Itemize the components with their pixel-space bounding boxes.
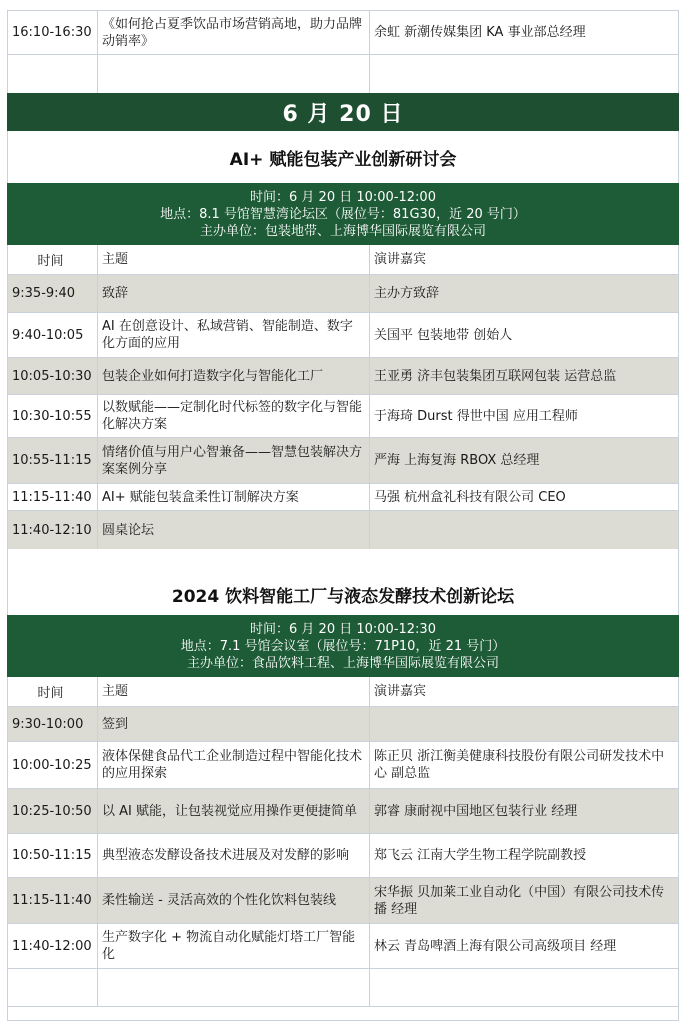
speaker-cell bbox=[370, 969, 678, 1006]
table-row bbox=[7, 395, 679, 438]
time-cell: 10:50-11:15 bbox=[8, 834, 98, 877]
header-topic: 主题 bbox=[98, 677, 370, 706]
time-cell: 9:35-9:40 bbox=[8, 275, 98, 312]
speaker-cell: 郭睿 康耐视中国地区包装行业 经理 bbox=[374, 803, 578, 819]
topic-cell: 《如何抢占夏季饮品市场营销高地，助力品牌动销率》 bbox=[98, 11, 370, 54]
time-cell bbox=[8, 55, 98, 93]
time-cell bbox=[8, 969, 98, 1006]
time-cell: 10:55-11:15 bbox=[8, 438, 98, 483]
speaker-cell: 马强 杭州盒礼科技有限公司 CEO bbox=[374, 489, 566, 505]
session2-title: 2024 饮料智能工厂与液态发酵技术创新论坛 bbox=[7, 573, 679, 615]
time-cell: 9:40-10:05 bbox=[8, 313, 98, 357]
spacer bbox=[7, 549, 679, 573]
table-row bbox=[7, 10, 679, 55]
table-row bbox=[7, 511, 679, 549]
topic-cell: 以数赋能——定制化时代标签的数字化与智能化解决方案 bbox=[98, 395, 370, 437]
table-row bbox=[7, 358, 679, 395]
topic-cell: 情绪价值与用户心智兼备——智慧包装解决方案案例分享 bbox=[98, 438, 370, 483]
session2-info bbox=[7, 615, 679, 677]
session1-info bbox=[7, 183, 679, 245]
header-time: 时间 bbox=[8, 677, 98, 706]
topic-cell: 生产数字化 + 物流自动化赋能灯塔工厂智能化 bbox=[98, 924, 370, 968]
time-cell: 16:10-16:30 bbox=[8, 11, 98, 54]
time-cell: 10:05-10:30 bbox=[8, 358, 98, 394]
header-topic: 主题 bbox=[98, 245, 370, 274]
table-row bbox=[7, 878, 679, 924]
speaker-cell: 余虹 新潮传媒集团 KA 事业部总经理 bbox=[374, 25, 586, 40]
header-time: 时间 bbox=[8, 245, 98, 274]
time-cell: 10:00-10:25 bbox=[8, 742, 98, 788]
topic-cell: 致辞 bbox=[98, 275, 370, 312]
speaker-cell: 于海琦 Durst 得世中国 应用工程师 bbox=[374, 408, 578, 424]
table-row bbox=[7, 789, 679, 834]
topic-cell: AI+ 赋能包装盒柔性订制解决方案 bbox=[98, 484, 370, 510]
table-row bbox=[7, 438, 679, 484]
speaker-cell bbox=[370, 55, 678, 93]
topic-cell: 包装企业如何打造数字化与智能化工厂 bbox=[98, 358, 370, 394]
session2-info-venue: 地点：7.1 号馆会议室（展位号：71P10，近 21 号门） bbox=[180, 638, 506, 654]
time-cell: 11:40-12:00 bbox=[8, 924, 98, 968]
session1-info-organizer: 主办单位：包装地带、上海博华国际展览有限公司 bbox=[199, 223, 486, 239]
time-cell: 9:30-10:00 bbox=[8, 707, 98, 741]
table-row bbox=[7, 313, 679, 358]
topic-cell bbox=[98, 969, 370, 1006]
speaker-cell: 严海 上海复海 RBOX 总经理 bbox=[374, 453, 540, 468]
session1-table-header bbox=[7, 245, 679, 275]
time-cell: 11:40-12:10 bbox=[8, 511, 98, 549]
table-row bbox=[7, 707, 679, 742]
time-cell: 11:15-11:40 bbox=[8, 878, 98, 923]
topic-cell: 典型液态发酵设备技术进展及对发酵的影响 bbox=[98, 834, 370, 877]
topic-cell bbox=[98, 55, 370, 93]
header-speaker: 演讲嘉宾 bbox=[374, 684, 427, 699]
table-row bbox=[7, 834, 679, 878]
speaker-cell: 郑飞云 江南大学生物工程学院副教授 bbox=[374, 848, 587, 863]
speaker-cell: 关国平 包装地带 创始人 bbox=[374, 327, 513, 343]
session2-info-time: 时间：6 月 20 日 10:00-12:30 bbox=[250, 621, 436, 637]
topic-cell: 签到 bbox=[98, 707, 370, 741]
speaker-cell: 王亚勇 济丰包装集团互联网包装 运营总监 bbox=[374, 368, 617, 384]
speaker-cell bbox=[370, 707, 678, 741]
table-row bbox=[7, 484, 679, 511]
speaker-cell: 主办方致辞 bbox=[374, 286, 440, 301]
speaker-cell: 陈正贝 浙江衡美健康科技股份有限公司研发技术中心 副总监 bbox=[374, 749, 665, 781]
speaker-cell bbox=[370, 511, 678, 549]
table-row bbox=[7, 55, 679, 93]
time-cell: 11:15-11:40 bbox=[8, 484, 98, 510]
date-header: 6 月 20 日 bbox=[7, 93, 679, 131]
table-row bbox=[7, 742, 679, 789]
topic-cell: 液体保健食品代工企业制造过程中智能化技术的应用探索 bbox=[98, 742, 370, 788]
header-speaker: 演讲嘉宾 bbox=[374, 252, 427, 267]
topic-cell: 柔性输送 - 灵活高效的个性化饮料包装线 bbox=[98, 878, 370, 923]
topic-cell: AI 在创意设计、私域营销、智能制造、数字化方面的应用 bbox=[98, 313, 370, 357]
spacer bbox=[7, 1007, 679, 1021]
session2-table-header bbox=[7, 677, 679, 707]
topic-cell: 以 AI 赋能，让包装视觉应用操作更便捷简单 bbox=[98, 789, 370, 833]
table-row bbox=[7, 924, 679, 969]
table-row bbox=[7, 969, 679, 1007]
speaker-cell: 宋华振 贝加莱工业自动化（中国）有限公司技术传播 经理 bbox=[374, 884, 665, 917]
session1-info-venue: 地点：8.1 号馆智慧湾论坛区（展位号：81G30，近 20 号门） bbox=[160, 206, 526, 222]
time-cell: 10:30-10:55 bbox=[8, 395, 98, 437]
topic-cell: 圆桌论坛 bbox=[98, 511, 370, 549]
table-row bbox=[7, 275, 679, 313]
time-cell: 10:25-10:50 bbox=[8, 789, 98, 833]
speaker-cell: 林云 青岛啤酒上海有限公司高级项目 经理 bbox=[374, 938, 617, 954]
session2-info-organizer: 主办单位：食品饮料工程、上海博华国际展览有限公司 bbox=[186, 655, 499, 671]
session1-info-time: 时间：6 月 20 日 10:00-12:00 bbox=[250, 189, 436, 205]
session1-title: AI+ 赋能包装产业创新研讨会 bbox=[7, 131, 679, 183]
